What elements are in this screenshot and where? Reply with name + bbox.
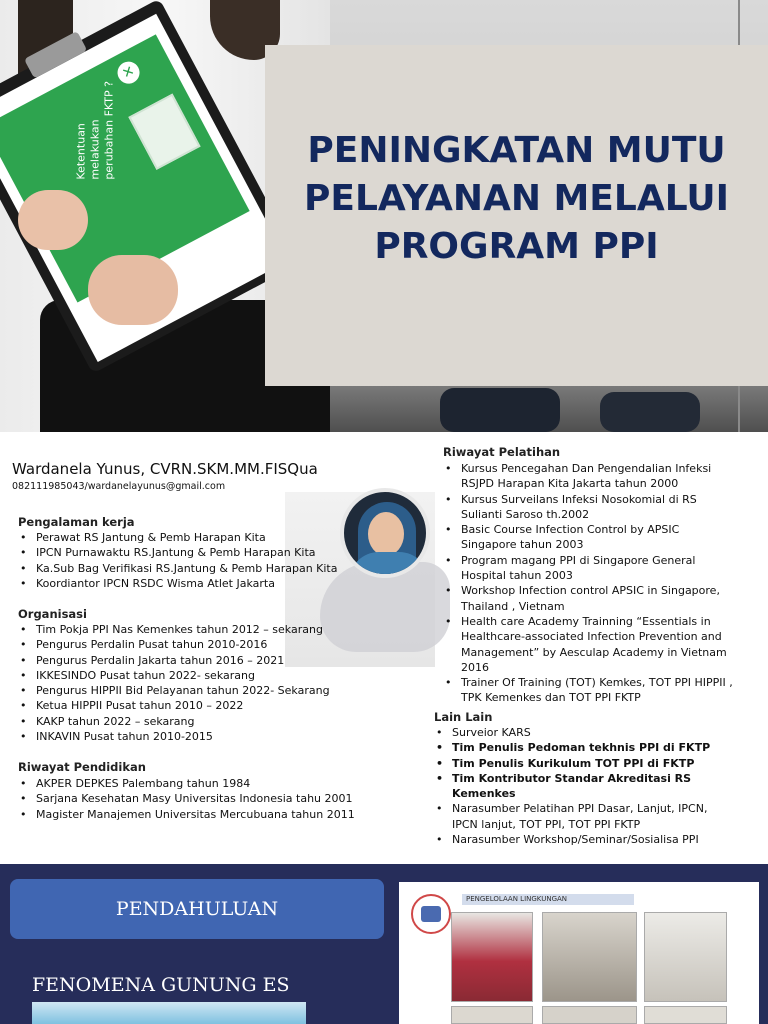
- intro-slide: [0, 864, 768, 1024]
- list-item: • Surveior KARS: [434, 725, 734, 740]
- avatar-face: [368, 512, 404, 556]
- list-pelatihan: [443, 461, 733, 706]
- list-item: • Narasumber Pelatihan PPI Dasar, Lanjut, IPCN, IPCN lanjut, TOT PPI, TOT PPI FKTP: [434, 801, 734, 832]
- title-slide: [0, 0, 768, 432]
- hippii-logo-icon: [411, 894, 451, 934]
- speaker-contact: 082111985043/wardanelayunus@gmail.com: [12, 481, 226, 492]
- list-item: • Perawat RS Jantung & Pemb Harapan Kita: [18, 530, 338, 545]
- list-item: • IPCN Purnawaktu RS.Jantung & Pemb Harapan Kita: [18, 545, 338, 560]
- fenomena-heading: FENOMENA GUNUNG ES: [32, 974, 290, 996]
- list-item: • Workshop Infection control APSIC in Singapore, Thailand , Vietnam: [443, 583, 733, 614]
- list-item: • Tim Penulis Kurikulum TOT PPI di FKTP: [434, 756, 734, 771]
- photo-thumbnail: [542, 912, 637, 1002]
- section-title-pengalaman: Pengalaman kerja: [18, 515, 135, 529]
- logo-mark: [421, 906, 441, 922]
- list-item: • Tim Penulis Pedoman tekhnis PPI di FKTP: [434, 740, 734, 755]
- list-pendidikan: [18, 776, 355, 822]
- slide-title: PENINGKATAN MUTU PELAYANAN MELALUI PROGRAM PPI: [304, 130, 729, 267]
- section-title-lain: Lain Lain: [434, 710, 493, 724]
- photo-thumbnail: [644, 912, 727, 1002]
- section-title-organisasi: Organisasi: [18, 607, 87, 621]
- background-chair: [600, 392, 700, 432]
- list-item: • Basic Course Infection Control by APSIC Singapore tahun 2003: [443, 522, 733, 553]
- list-lain: [434, 725, 734, 847]
- section-title-pendidikan: Riwayat Pendidikan: [18, 760, 146, 774]
- list-item: • Koordiantor IPCN RSDC Wisma Atlet Jakarta: [18, 576, 338, 591]
- photo-thumbnail: [451, 912, 533, 1002]
- background-chair: [440, 388, 560, 432]
- list-item: • Kursus Surveilans Infeksi Nosokomial di RS Sulianti Saroso th.2002: [443, 492, 733, 523]
- clipboard-text: Ketentuan melakukan perubahan FKTP ?: [74, 81, 116, 180]
- list-item: • Magister Manajemen Universitas Mercubuana tahun 2011: [18, 807, 355, 822]
- photo-thumbnail: [451, 1006, 533, 1024]
- document-thumbnail: [399, 882, 759, 1024]
- list-pengalaman: [18, 530, 338, 591]
- section-title-pelatihan: Riwayat Pelatihan: [443, 445, 561, 459]
- list-item: • Kursus Pencegahan Dan Pengendalian Infeksi RSJPD Harapan Kita Jakarta tahun 2000: [443, 461, 733, 492]
- list-item: • Trainer Of Training (TOT) Kemkes, TOT PPI HIPPII , TPK Kemenkes dan TOT PPI FKTP: [443, 675, 733, 706]
- list-item: • Tim Pokja PPI Nas Kemenkes tahun 2012 – sekarang: [18, 622, 330, 637]
- photo-thumbnail: [644, 1006, 727, 1024]
- speaker-avatar: [340, 488, 430, 578]
- list-item: • Pengurus Perdalin Pusat tahun 2010-2016: [18, 637, 330, 652]
- pendahuluan-banner: PENDAHULUAN: [10, 879, 384, 939]
- list-item: • Tim Kontributor Standar Akreditasi RS Kemenkes: [434, 771, 734, 802]
- document-header: PENGELOLAAN LINGKUNGAN: [462, 894, 634, 905]
- hand-shape: [88, 255, 178, 325]
- list-item: • Program magang PPI di Singapore General Hospital tahun 2003: [443, 553, 733, 584]
- list-organisasi: [18, 622, 330, 744]
- list-item: • AKPER DEPKES Palembang tahun 1984: [18, 776, 355, 791]
- title-box: [265, 45, 768, 386]
- profile-slide: [0, 432, 768, 864]
- list-item: • Ka.Sub Bag Verifikasi RS.Jantung & Pemb Harapan Kita: [18, 561, 338, 576]
- list-item: • Pengurus HIPPII Bid Pelayanan tahun 2022- Sekarang: [18, 683, 330, 698]
- speaker-name: Wardanela Yunus, CVRN.SKM.MM.FISQua: [12, 460, 318, 478]
- iceberg-image: [32, 1002, 306, 1024]
- photo-thumbnail: [542, 1006, 637, 1024]
- list-item: • Pengurus Perdalin Jakarta tahun 2016 – 2021: [18, 653, 330, 668]
- list-item: • Narasumber Workshop/Seminar/Sosialisa PPI: [434, 832, 734, 847]
- list-item: • Sarjana Kesehatan Masy Universitas Indonesia tahu 2001: [18, 791, 355, 806]
- hand-shape: [18, 190, 88, 250]
- close-icon: ✕: [114, 58, 144, 88]
- list-item: • KAKP tahun 2022 – sekarang: [18, 714, 330, 729]
- list-item: • Health care Academy Trainning “Essentials in Healthcare-associated Infection Prevention and Management” by Aesculap Academy in Vietnam 2016: [443, 614, 733, 675]
- list-item: • IKKESINDO Pusat tahun 2022- sekarang: [18, 668, 330, 683]
- list-item: • Ketua HIPPII Pusat tahun 2010 – 2022: [18, 698, 330, 713]
- list-item: • INKAVIN Pusat tahun 2010-2015: [18, 729, 330, 744]
